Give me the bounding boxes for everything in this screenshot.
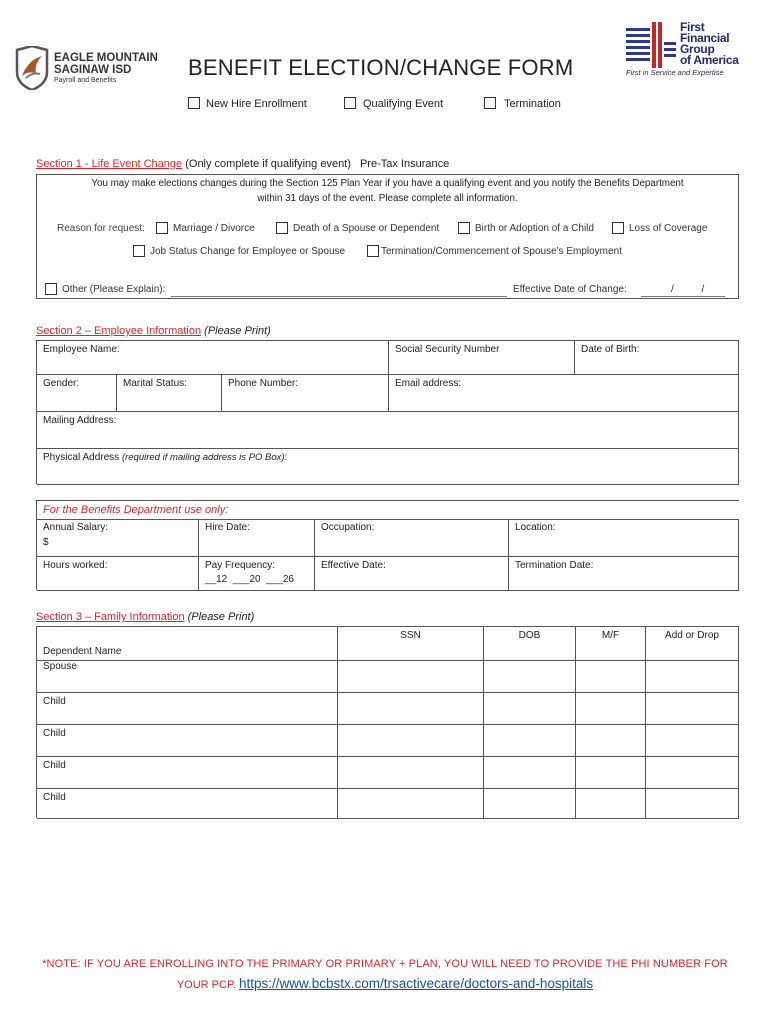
enrollment-type-options — [188, 96, 608, 114]
emsisd-name-line1: EAGLE MOUNTAIN — [54, 52, 158, 64]
section1-title — [36, 158, 449, 170]
spouse-add-drop-cell[interactable] — [646, 661, 739, 693]
employee-name-field[interactable] — [37, 341, 389, 375]
child2-ssn-cell[interactable] — [338, 725, 484, 757]
effective-date-dept-field[interactable] — [315, 557, 509, 591]
ffga-name-line3: Group — [680, 42, 715, 56]
benefits-dept-title: For the Benefits Department use only: — [43, 504, 229, 516]
footer-note-line2 — [0, 976, 770, 991]
footer-note: *NOTE: IF YOU ARE ENROLLING INTO THE PRIMARY OR PRIMARY + PLAN, YOU WILL NEED TO PROVIDE THE PHI NUMBER FOR — [42, 958, 728, 970]
occupation-field[interactable] — [315, 519, 509, 557]
other-checkbox[interactable] — [45, 283, 57, 295]
annual-salary-label: Annual Salary: — [43, 522, 109, 533]
family-info-table — [36, 626, 739, 818]
loss-coverage-label: Loss of Coverage — [629, 223, 708, 234]
termination-date-field[interactable] — [509, 557, 739, 591]
dob-header-label: DOB — [518, 630, 541, 641]
dob-label: Date of Birth: — [581, 344, 640, 355]
child2-mf-cell[interactable] — [576, 725, 646, 757]
dependent-row-child-3[interactable] — [37, 757, 338, 789]
job-status-label: Job Status Change for Employee or Spouse — [150, 246, 346, 257]
benefits-dept-table — [36, 500, 739, 590]
ffga-name-line2: Financial — [680, 31, 730, 45]
job-status-checkbox[interactable] — [133, 245, 145, 257]
ffga-stripes-icon — [626, 22, 678, 68]
child4-mf-cell[interactable] — [576, 789, 646, 819]
add-drop-header — [646, 627, 739, 661]
effective-date-dept-label: Effective Date: — [321, 560, 386, 571]
ssn-header — [338, 627, 484, 661]
child4-dob-cell[interactable] — [484, 789, 576, 819]
child1-mf-cell[interactable] — [576, 693, 646, 725]
dependent-row-child-1[interactable] — [37, 693, 338, 725]
spouse-employment-checkbox[interactable] — [367, 245, 379, 257]
effective-date-field[interactable] — [641, 296, 725, 297]
marriage-divorce-checkbox[interactable] — [156, 222, 168, 234]
gender-label: Gender: — [43, 378, 80, 389]
marriage-divorce-label: Marriage / Divorce — [173, 223, 255, 234]
employee-info-table — [36, 340, 739, 484]
add-drop-header-label: Add or Drop — [665, 630, 719, 641]
child3-mf-cell[interactable] — [576, 757, 646, 789]
phone-label: Phone Number: — [228, 378, 299, 389]
hours-worked-label: Hours worked: — [43, 560, 108, 571]
ssn-header-label: SSN — [400, 630, 421, 641]
qualifying-event-checkbox[interactable] — [344, 97, 356, 109]
loss-coverage-checkbox[interactable] — [612, 222, 624, 234]
child3-dob-cell[interactable] — [484, 757, 576, 789]
child3-ssn-cell[interactable] — [338, 757, 484, 789]
child2-add-drop-cell[interactable] — [646, 725, 739, 757]
termination-date-label: Termination Date: — [515, 560, 594, 571]
dependent-row-spouse[interactable] — [37, 661, 338, 693]
page-title: BENEFIT ELECTION/CHANGE FORM — [188, 55, 574, 80]
section1-intro-line2: within 31 days of the event. Please complete all information. — [257, 193, 518, 204]
hire-date-field[interactable] — [199, 519, 315, 557]
qualifying-event-label: Qualifying Event — [363, 98, 444, 110]
ffga-logo — [624, 20, 764, 80]
mailing-address-field[interactable] — [37, 412, 739, 449]
pay-frequency-field[interactable] — [199, 557, 315, 591]
mf-header — [576, 627, 646, 661]
physical-address-label: Physical Address — [43, 452, 120, 463]
gender-field[interactable] — [37, 375, 117, 412]
dependent-row-label: Child — [43, 760, 66, 771]
dependent-row-label: Child — [43, 792, 66, 803]
section2-title-note: (Please Print) — [204, 325, 271, 337]
reason-label: Reason for request: — [57, 223, 145, 234]
hire-date-label: Hire Date: — [205, 522, 251, 533]
child1-ssn-cell[interactable] — [338, 693, 484, 725]
footer-pcp-label: YOUR PCP. — [176, 979, 236, 991]
section1-title-right: Pre-Tax Insurance — [359, 158, 450, 170]
dependent-row-child-2[interactable] — [37, 725, 338, 757]
occupation-label: Occupation: — [321, 522, 375, 533]
pay-frequency-label: Pay Frequency: — [205, 560, 276, 571]
ffga-name-line1: First — [680, 20, 705, 34]
dependent-row-spouse-label: Spouse — [43, 661, 77, 672]
emsisd-name-line2: SAGINAW ISD — [54, 64, 132, 76]
emsisd-logo — [14, 46, 174, 96]
section3-title — [36, 611, 254, 623]
dependent-row-label: Child — [43, 696, 66, 707]
section2-title — [36, 325, 271, 337]
dependent-row-child-4[interactable] — [37, 789, 338, 819]
location-field[interactable] — [509, 519, 739, 557]
death-spouse-checkbox[interactable] — [276, 222, 288, 234]
child1-add-drop-cell[interactable] — [646, 693, 739, 725]
effective-date-label: Effective Date of Change: — [513, 284, 627, 295]
physical-address-note: (required if mailing address is PO Box) — [121, 452, 285, 463]
marital-status-label: Marital Status: — [123, 378, 187, 389]
annual-salary-field[interactable] — [37, 519, 199, 557]
mf-header-label: M/F — [601, 630, 620, 641]
location-label: Location: — [515, 522, 556, 533]
physical-address-field[interactable] — [37, 449, 739, 485]
child4-add-drop-cell[interactable] — [646, 789, 739, 819]
email-field[interactable] — [389, 375, 739, 412]
birth-adoption-label: Birth or Adoption of a Child — [475, 223, 594, 234]
ffga-name-line4: of America — [680, 53, 739, 67]
section1-title-note: (Only complete if qualifying event) — [185, 158, 351, 170]
dob-header — [484, 627, 576, 661]
spouse-dob-cell[interactable] — [484, 661, 576, 693]
phone-field[interactable] — [222, 375, 389, 412]
mailing-address-label: Mailing Address: — [43, 415, 117, 426]
dob-field[interactable] — [575, 341, 739, 375]
dependent-name-header-label: Dependent Name — [43, 646, 122, 657]
section1-box — [36, 174, 739, 299]
termination-checkbox[interactable] — [484, 97, 496, 109]
spouse-ssn-cell[interactable] — [338, 661, 484, 693]
child4-ssn-cell[interactable] — [338, 789, 484, 819]
child3-add-drop-cell[interactable] — [646, 757, 739, 789]
death-spouse-label: Death of a Spouse or Dependent — [293, 223, 440, 234]
spouse-mf-cell[interactable] — [576, 661, 646, 693]
child2-dob-cell[interactable] — [484, 725, 576, 757]
physical-address-colon: : — [284, 452, 288, 463]
new-hire-checkbox[interactable] — [188, 97, 200, 109]
ssn-label: Social Security Number — [395, 344, 500, 355]
birth-adoption-checkbox[interactable] — [458, 222, 470, 234]
employee-name-label: Employee Name: — [43, 344, 120, 355]
ssn-field[interactable] — [389, 341, 575, 375]
ffga-tagline: First in Service and Expertise — [626, 68, 724, 77]
section2-title-red: Section 2 – Employee Information — [36, 325, 202, 337]
providers-link[interactable]: https://www.bcbstx.com/trsactivecare/doctors-and-hospitals — [239, 976, 594, 991]
section3-title-red: Section 3 – Family Information — [36, 611, 185, 623]
pay-frequency-options: __12 ___20 ___26 — [205, 574, 294, 585]
child1-dob-cell[interactable] — [484, 693, 576, 725]
eagle-shield-icon — [14, 46, 50, 90]
dependent-row-label: Child — [43, 728, 66, 739]
section3-title-note: (Please Print) — [187, 611, 255, 623]
section1-title-red: Section 1 - Life Event Change — [36, 158, 183, 170]
email-label: Email address: — [395, 378, 462, 389]
dollar-sign: $ — [43, 537, 49, 548]
new-hire-label: New Hire Enrollment — [206, 98, 307, 110]
emsisd-name-line3: Payroll and Benefits — [54, 77, 117, 84]
marital-status-field[interactable] — [117, 375, 222, 412]
other-explain-line[interactable] — [171, 296, 507, 297]
effective-date-slashes: / / — [671, 284, 705, 295]
termination-label: Termination — [504, 98, 561, 110]
spouse-employment-label: Termination/Commencement of Spouse's Employment — [381, 246, 622, 257]
other-label: Other (Please Explain): — [62, 284, 166, 295]
section1-intro-line1: You may make elections changes during the Section 125 Plan Year if you have a qualifying event and you notify the Benefits Department — [91, 178, 684, 189]
hours-worked-field[interactable] — [37, 557, 199, 591]
